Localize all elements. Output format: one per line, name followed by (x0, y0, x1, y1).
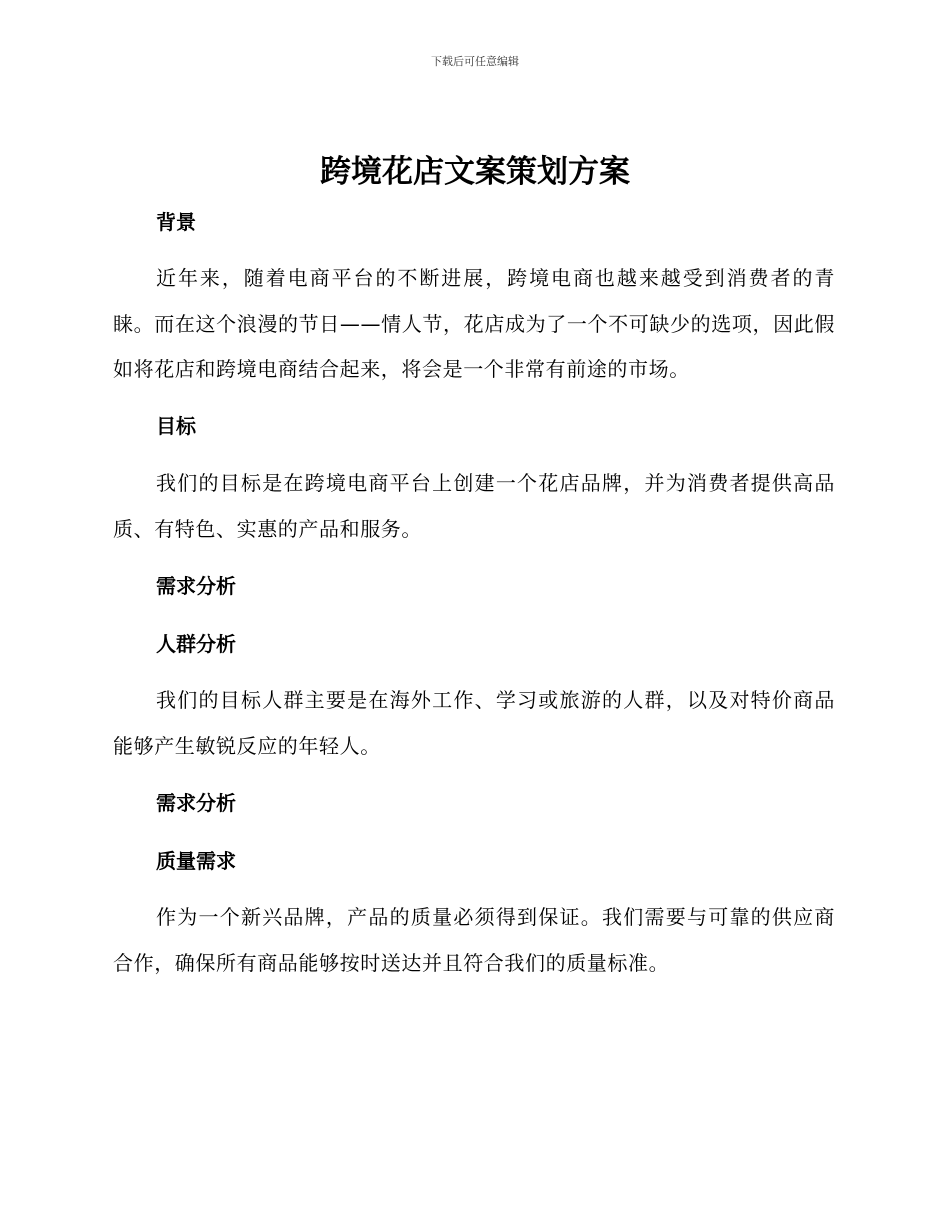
heading-quality-demand: 质量需求 (156, 849, 236, 873)
heading-crowd-analysis: 人群分析 (156, 632, 236, 656)
document-title: 跨境花店文案策划方案 (320, 154, 630, 190)
paragraph-quality-demand: 作为一个新兴品牌，产品的质量必须得到保证。我们需要与可靠的供应商合作，确保所有商品能够按时送达并且符合我们的质量标准。 (113, 905, 835, 975)
paragraph-crowd-analysis: 我们的目标人群主要是在海外工作、学习或旅游的人群，以及对特价商品能够产生敏锐反应的年轻人。 (113, 688, 835, 758)
paragraph-goal: 我们的目标是在跨境电商平台上创建一个花店品牌，并为消费者提供高品质、有特色、实惠的产品和服务。 (113, 471, 835, 541)
header-note: 下载后可任意编辑 (431, 55, 519, 68)
heading-demand-analysis-2: 需求分析 (156, 791, 236, 815)
heading-background: 背景 (156, 210, 196, 234)
paragraph-background: 近年来，随着电商平台的不断进展，跨境电商也越来越受到消费者的青睐。而在这个浪漫的节日——情人节，花店成为了一个不可缺少的选项，因此假如将花店和跨境电商结合起来，将会是一个非常有前途的市场。 (113, 266, 835, 381)
heading-goal: 目标 (156, 414, 196, 438)
heading-demand-analysis-1: 需求分析 (156, 574, 236, 598)
